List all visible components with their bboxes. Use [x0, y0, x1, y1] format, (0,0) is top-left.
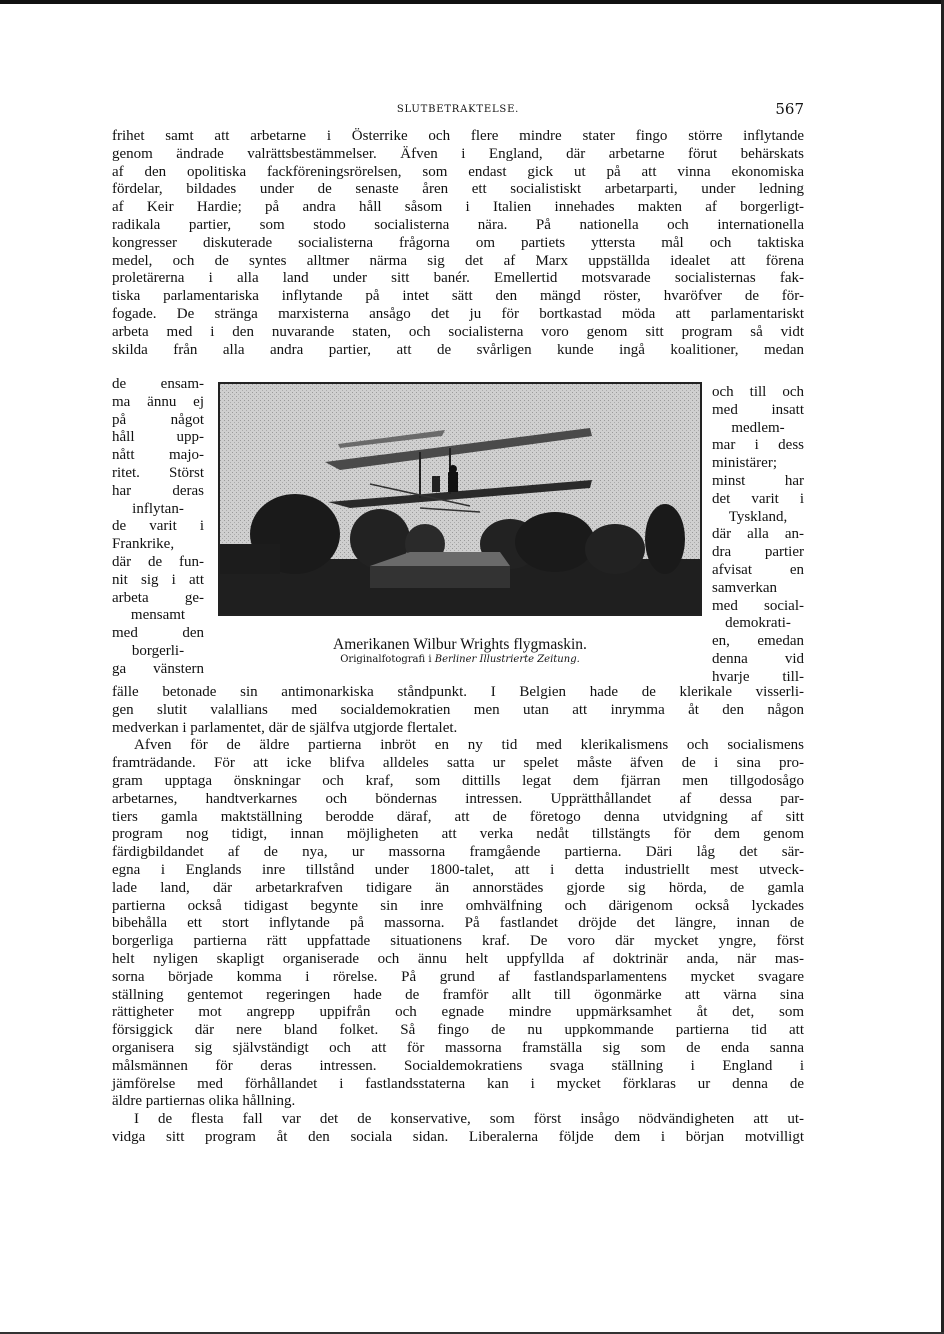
text-line: arbeta ge- — [112, 589, 204, 606]
text-line: vidga sitt program åt den sociala sidan. Liberalerna följde dem i början motvilligt — [112, 1128, 804, 1145]
page-header — [112, 100, 804, 120]
text-line: fördelar, bildades under de senaste åren ett socialistiskt arbetarparti, under ledning — [112, 181, 804, 198]
text-line: hvarje till- — [712, 668, 804, 685]
text-line: mar i dess — [712, 437, 804, 454]
text-line: gen slutit valallians med socialdemokratien men utan att inrymma åt den någon — [112, 701, 804, 718]
text-line: ställning gentemot regeringen hade de framför allt till ögonmärke att värna sina — [112, 986, 804, 1003]
text-line: demokrati- — [725, 615, 791, 632]
credit-prefix: Originalfotografi i — [340, 654, 435, 665]
text-line: de ensam- — [112, 376, 204, 392]
text-line: afvisat en — [712, 561, 804, 578]
text-line: helt nyligen skapligt organiserade och ännu helt uppfyllda af doktrinär anda, när mas- — [112, 950, 804, 967]
text-line: Tyskland, — [728, 508, 788, 525]
figure-credit — [218, 654, 702, 665]
text-line: tiska parlamentariska inflytande på intet sätt den mängd röster, hvaröfver de för- — [112, 288, 804, 305]
page-number: 567 — [775, 100, 804, 118]
text-line: gram upptaga önskningar och kraf, som dittills legat dem fjärran men tillgodosågo — [112, 772, 804, 789]
text-line: proletärerna i alla land under sitt banér. Emellertid motsvarade socialisternas fak- — [112, 270, 804, 287]
text-line: med insatt — [712, 401, 804, 418]
text-line: Frankrike, — [112, 536, 175, 553]
text-line: där alla an- — [712, 526, 804, 543]
text-line: dra partier — [712, 544, 804, 561]
text-line: tiers gamla maktställning berodde däraf, att de företogo denna utvidgning af sitt — [112, 808, 804, 825]
text-line: program nog tidigt, innan möjligheten att verka nedåt tillstängts för dem genom — [112, 826, 804, 843]
credit-source: Berliner Illustrierte Zeitung. — [434, 654, 580, 665]
text-line: frihet samt att arbetarne i Österrike och flere mindre stater fingo större inflytande — [112, 128, 804, 144]
text-line: organisera sig självständigt och att för massorna framställa sig som de enda sanna — [112, 1039, 804, 1056]
running-title: SLUTBETRAKTELSE. — [396, 104, 520, 115]
text-line: medlem- — [731, 419, 785, 436]
text-line: arbetarnes, handtverkarnes och böndernas intressen. Upprätthållandet af dessa par- — [112, 790, 804, 807]
text-line: inflytan- — [132, 500, 184, 517]
text-line: en, emedan — [712, 633, 804, 650]
text-line: de varit i — [112, 518, 204, 535]
text-line: egna i Englands inre tillstånd under 1800-talet, att i detta industriellt mest utveck- — [112, 861, 804, 878]
body-text-top — [112, 128, 804, 359]
text-line: medverkan i parlamentet, där de själfva utgjorde flertalet. — [112, 719, 458, 736]
text-line: borgerliga partierna rätt uppfattade situationens kraf. De voro där mycket yngre, först — [112, 933, 804, 950]
text-line: skilda från alla andra partier, att de svårligen kunde ingå koalitioner, medan — [112, 341, 804, 358]
text-line: fogade. De stränga marxisterna ansågo det ju för bortkastad möda att parlamentariskt — [112, 305, 804, 322]
text-line: med social- — [712, 597, 804, 614]
text-line: det varit i — [712, 490, 804, 507]
text-line: där de fun- — [112, 553, 204, 570]
text-line: partierna också tidigast begynte sin inre omhvälfning och därigenom också lyckades — [112, 897, 804, 914]
text-line: ma ännu ej — [112, 393, 204, 410]
text-line: ritet. Störst — [112, 464, 204, 481]
figure-caption: Amerikanen Wilbur Wrights flygmaskin. — [333, 636, 587, 653]
text-line: målsmännen för deras intressen. Socialdemokratiens svaga ställning i England i — [112, 1057, 804, 1074]
text-line: färdigbildandet af de nya, ur massorna framgående partierna. Däri låg det sär- — [112, 844, 804, 861]
text-line: sorna började komma i rörelse. På grund af fastlandsparlamentens mycket svagare — [112, 968, 804, 985]
text-line: jämförelse med förhållandet i fastlandsstaterna kan i mycket förklaras ur denna de — [112, 1075, 804, 1092]
text-line: af den opolitiska fackföreningsrörelsen, som endast gick ut på att vinna ekonomiska — [112, 163, 804, 180]
text-line: borgerli- — [131, 642, 185, 659]
text-line: på något — [112, 411, 204, 428]
text-line: försiggick där nere bland folket. Så fingo de nu uppkommande partierna tid att — [112, 1022, 804, 1039]
left-wrap-column — [112, 376, 204, 679]
text-line: fälle betonade sin antimonarkiska ståndpunkt. I Belgien hade de klerikale visserli- — [112, 684, 804, 700]
text-line: ministärer; — [712, 455, 777, 472]
text-line: äldre partiernas olika hållning. — [112, 1093, 296, 1110]
text-line: denna vid — [712, 650, 804, 667]
biplane-photograph — [218, 382, 702, 616]
text-line: samverkan — [712, 579, 777, 596]
text-line: genom ändrade valrättsbestämmelser. Äfven i England, där arbetarne förut behärskats — [112, 145, 804, 162]
text-line: bibehålla ett stort inflytande på massorna. På fastlandet dröjde det längre, innan de — [112, 915, 804, 932]
photo-illustration — [220, 384, 700, 614]
text-line: nått majo- — [112, 447, 204, 464]
right-wrap-column — [712, 384, 804, 687]
text-line: med den — [112, 625, 204, 642]
text-line: har deras — [112, 482, 204, 499]
text-line: Afven för de äldre partierna inbröt en ny tid med klerikalismens och socialismens — [134, 737, 804, 754]
text-line: rättigheter mot angrepp uppifrån och egnade mindre uppmärksamhet åt det, som — [112, 1004, 804, 1021]
text-line: af Keir Hardie; på andra håll såsom i Italien innehades makten af borgerligt- — [112, 199, 804, 216]
text-line: I de flesta fall var det de konservative, som först insågo nödvändigheten att ut- — [134, 1111, 804, 1128]
text-line: och till och — [712, 384, 804, 400]
body-text-bottom — [112, 684, 804, 1147]
text-line: medel, och de syntes alltmer närma sig det af Marx uppställda idealet att förena — [112, 252, 804, 269]
text-line: framträdande. För att icke blifva alldeles satta ur spelet måste äfven de i sina pro- — [112, 755, 804, 772]
text-line: lade land, där arbetarkrafven tidigare än annorstädes gjorde sig hörda, de gamla — [112, 879, 804, 896]
text-line: minst har — [712, 472, 804, 489]
text-line: arbeta med i den nuvarande staten, och socialisterna voro genom sitt program så vidt — [112, 323, 804, 340]
text-line: radikala partier, som stodo socialisterna nära. På nationella och internationella — [112, 216, 804, 233]
text-line: ga vänstern — [112, 660, 204, 677]
text-line: håll upp- — [112, 429, 204, 446]
scan-edge-top — [0, 0, 944, 4]
text-line: mensamt — [130, 607, 186, 624]
text-line: kongresser diskuterade socialisterna frågorna om partiets yttersta mål och taktiska — [112, 234, 804, 251]
text-line: nit sig i att — [112, 571, 204, 588]
